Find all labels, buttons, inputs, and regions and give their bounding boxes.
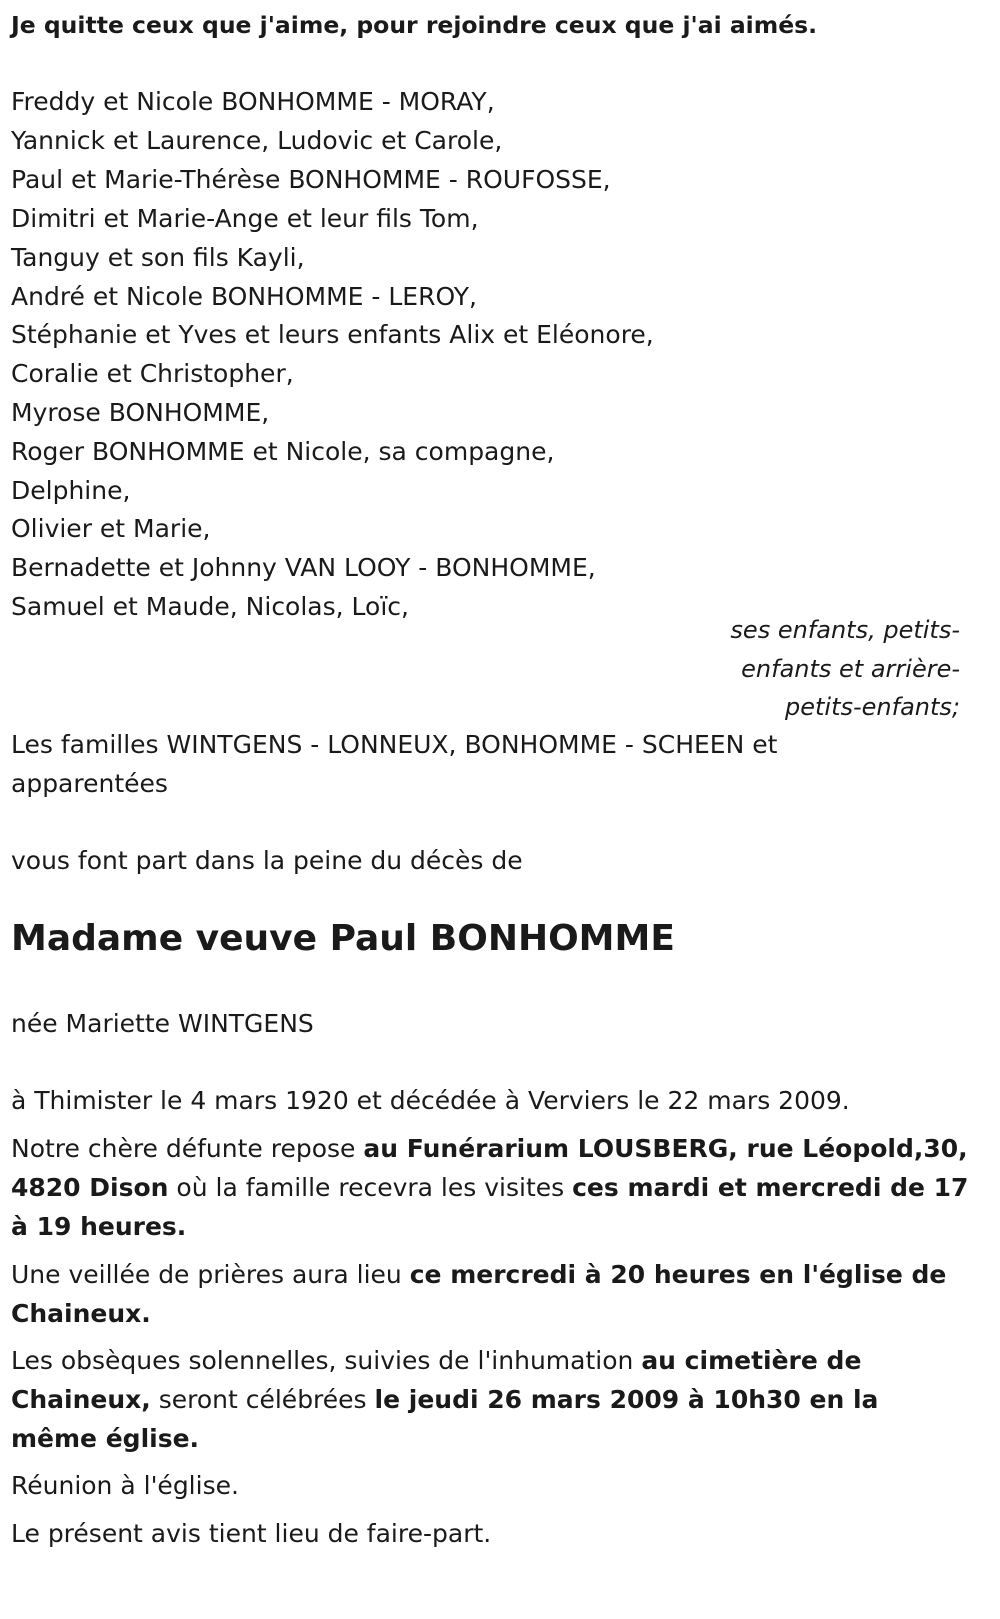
vigil-details: ce mercredi à 20 heures en l'église de Chaineux. xyxy=(11,1260,947,1328)
relation-line: enfants et arrière- xyxy=(741,655,960,683)
family-line: Delphine, xyxy=(11,476,131,505)
family-line: Stéphanie et Yves et leurs enfants Alix et Eléonore, xyxy=(11,320,654,349)
repose-text: où la famille recevra les visites xyxy=(168,1173,573,1202)
relation-line: ses enfants, petits- xyxy=(730,616,960,644)
reunion-line: Réunion à l'église. xyxy=(11,1471,239,1500)
funeral-home-address: au Funérarium LOUSBERG, rue Léopold,30, 4820 Dison xyxy=(11,1134,968,1202)
birth-name: née Mariette WINTGENS xyxy=(11,1009,314,1038)
deceased-name: Madame veuve Paul BONHOMME xyxy=(11,918,675,959)
family-line: Paul et Marie-Thérèse BONHOMME - ROUFOSSE, xyxy=(11,165,611,194)
announcement: vous font part dans la peine du décès de xyxy=(11,846,523,875)
funeral-text: seront célébrées xyxy=(150,1385,375,1414)
family-line: Dimitri et Marie-Ange et leur fils Tom, xyxy=(11,204,479,233)
vigil-text: Une veillée de prières aura lieu xyxy=(11,1260,410,1289)
family-line: Samuel et Maude, Nicolas, Loïc, xyxy=(11,592,409,621)
family-line: André et Nicole BONHOMME - LEROY, xyxy=(11,282,478,311)
cemetery: au cimetière de Chaineux, xyxy=(11,1346,862,1414)
vigil-paragraph xyxy=(11,1255,971,1333)
dates-line: à Thimister le 4 mars 1920 et décédée à Verviers le 22 mars 2009. xyxy=(11,1086,850,1115)
families-line: Les familles WINTGENS - LONNEUX, BONHOMME - SCHEEN et xyxy=(11,730,778,759)
family-line: Roger BONHOMME et Nicole, sa compagne, xyxy=(11,437,555,466)
repose-paragraph xyxy=(11,1129,971,1246)
funeral-text: Les obsèques solennelles, suivies de l'inhumation xyxy=(11,1346,642,1375)
visiting-hours: ces mardi et mercredi de 17 à 19 heures. xyxy=(11,1173,969,1241)
families-line: apparentées xyxy=(11,769,168,798)
repose-text: Notre chère défunte repose xyxy=(11,1134,364,1163)
family-line: Coralie et Christopher, xyxy=(11,359,294,388)
relation-line: petits-enfants; xyxy=(785,693,960,721)
family-line: Freddy et Nicole BONHOMME - MORAY, xyxy=(11,87,495,116)
funeral-paragraph xyxy=(11,1341,971,1458)
family-line: Myrose BONHOMME, xyxy=(11,398,270,427)
family-line: Bernadette et Johnny VAN LOOY - BONHOMME, xyxy=(11,553,596,582)
family-line: Olivier et Marie, xyxy=(11,514,211,543)
motto: Je quitte ceux que j'aime, pour rejoindre ceux que j'ai aimés. xyxy=(11,11,818,39)
family-line: Tanguy et son fils Kayli, xyxy=(11,243,305,272)
funeral-date: le jeudi 26 mars 2009 à 10h30 en la même église. xyxy=(11,1385,879,1453)
closing-line: Le présent avis tient lieu de faire-part. xyxy=(11,1519,492,1548)
family-line: Yannick et Laurence, Ludovic et Carole, xyxy=(11,126,503,155)
